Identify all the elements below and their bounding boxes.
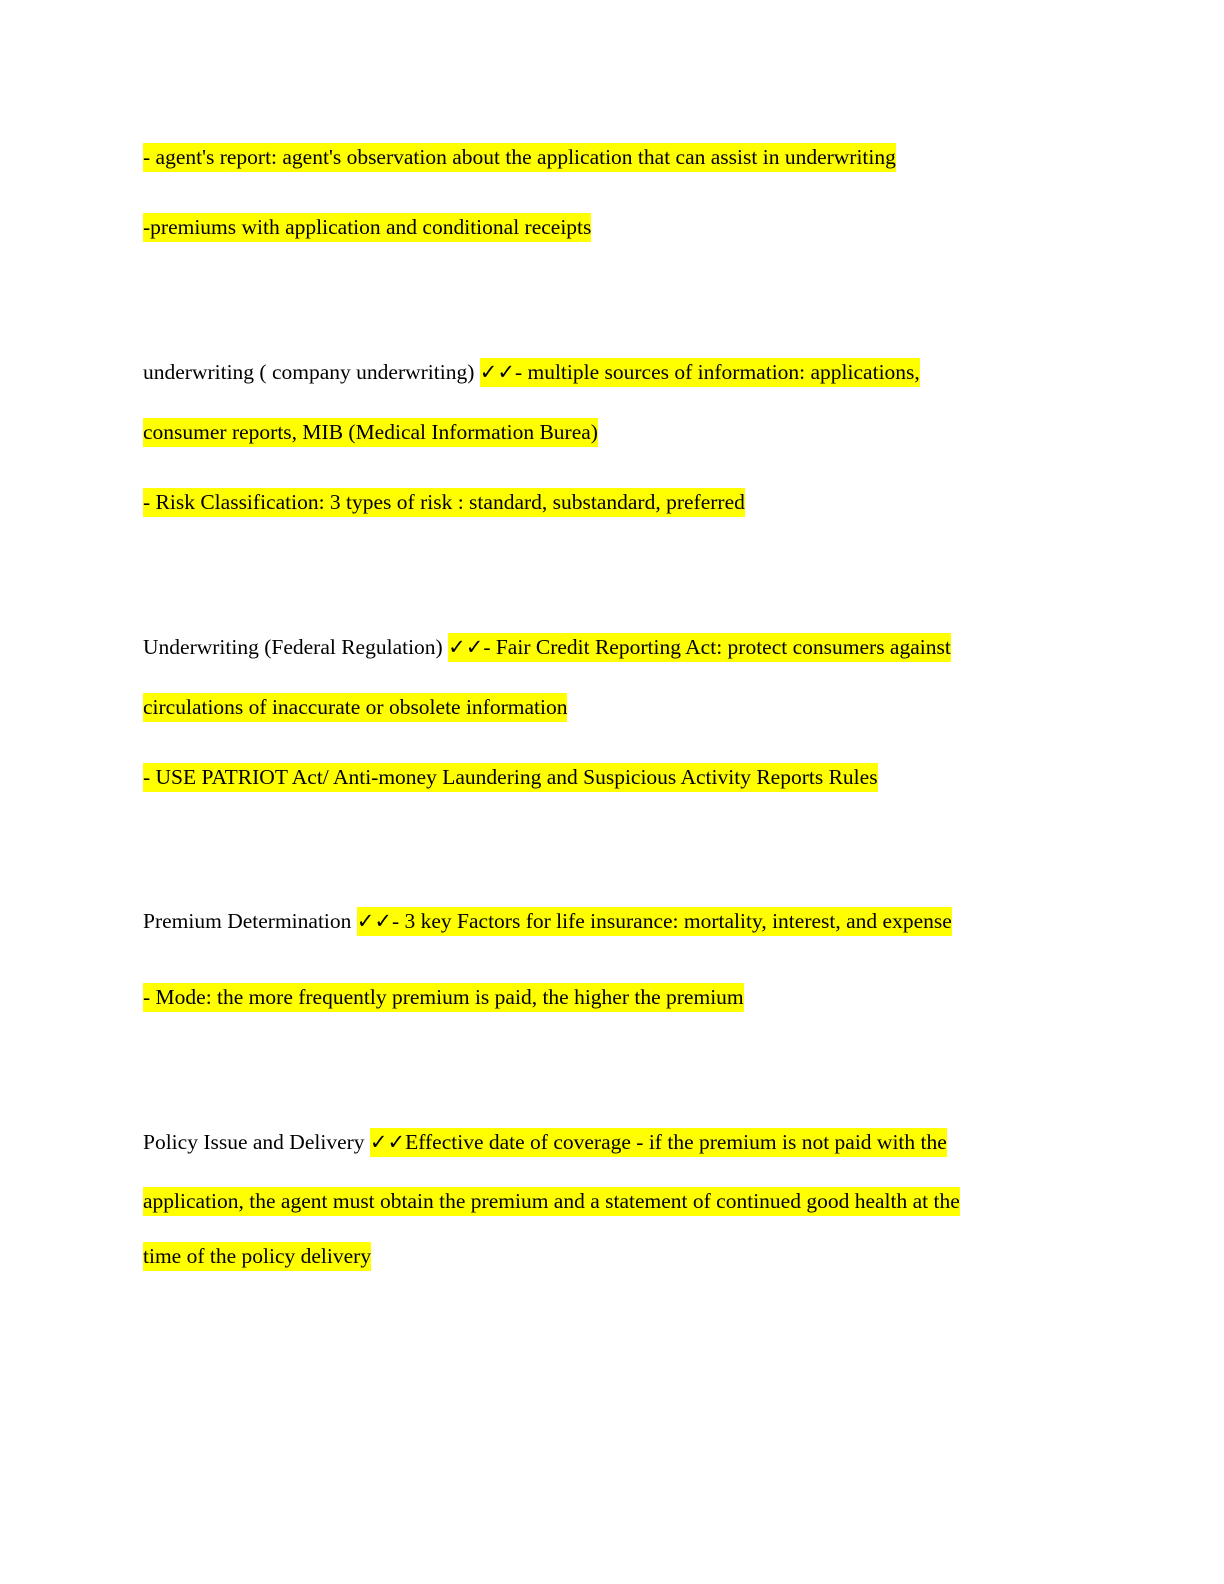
double-check-icon: ✓✓: [448, 635, 484, 659]
highlighted-text: -premiums with application and conditional receipts: [143, 213, 591, 242]
term-label: Premium Determination: [143, 909, 357, 933]
highlighted-text: time of the policy delivery: [143, 1242, 371, 1271]
highlighted-definition: ✓✓- Fair Credit Reporting Act: protect consumers against: [448, 633, 951, 662]
highlighted-text: consumer reports, MIB (Medical Information Burea): [143, 418, 598, 447]
entry-premium-determination-line-1: [143, 908, 952, 934]
double-check-icon: ✓✓: [369, 1130, 406, 1154]
entry-premium-determination-line-2: [143, 984, 744, 1010]
entry-underwriting-company-line-1: [143, 359, 920, 385]
intro-line-1: [143, 144, 896, 170]
highlighted-text: circulations of inaccurate or obsolete information: [143, 693, 567, 722]
highlighted-text: - agent's report: agent's observation about the application that can assist in underwriting: [143, 143, 896, 172]
highlighted-text: application, the agent must obtain the premium and a statement of continued good health at the: [143, 1187, 960, 1216]
highlighted-text: - USE PATRIOT Act/ Anti-money Laundering and Suspicious Activity Reports Rules: [143, 763, 878, 792]
entry-underwriting-federal-line-2: [143, 694, 567, 720]
highlighted-text: - Mode: the more frequently premium is paid, the higher the premium: [143, 983, 744, 1012]
entry-policy-issue-line-1: [143, 1129, 947, 1155]
entry-underwriting-company-line-3: [143, 489, 745, 515]
intro-line-2: [143, 214, 591, 240]
highlighted-definition: ✓✓- multiple sources of information: applications,: [480, 358, 920, 387]
highlighted-definition: ✓✓- 3 key Factors for life insurance: mortality, interest, and expense: [357, 907, 952, 936]
term-label: Underwriting (Federal Regulation): [143, 635, 449, 659]
double-check-icon: ✓✓: [356, 909, 392, 933]
entry-underwriting-company-line-2: [143, 419, 598, 445]
highlighted-text: - Risk Classification: 3 types of risk : standard, substandard, preferred: [143, 488, 745, 517]
entry-underwriting-federal-line-3: [143, 764, 878, 790]
entry-policy-issue-line-2: [143, 1188, 960, 1214]
double-check-icon: ✓✓: [479, 360, 515, 384]
term-label: Policy Issue and Delivery: [143, 1130, 370, 1154]
entry-policy-issue-line-3: [143, 1243, 371, 1269]
entry-underwriting-federal-line-1: [143, 634, 951, 660]
term-label: underwriting ( company underwriting): [143, 360, 480, 384]
highlighted-definition: ✓✓Effective date of coverage - if the premium is not paid with the: [370, 1128, 947, 1157]
